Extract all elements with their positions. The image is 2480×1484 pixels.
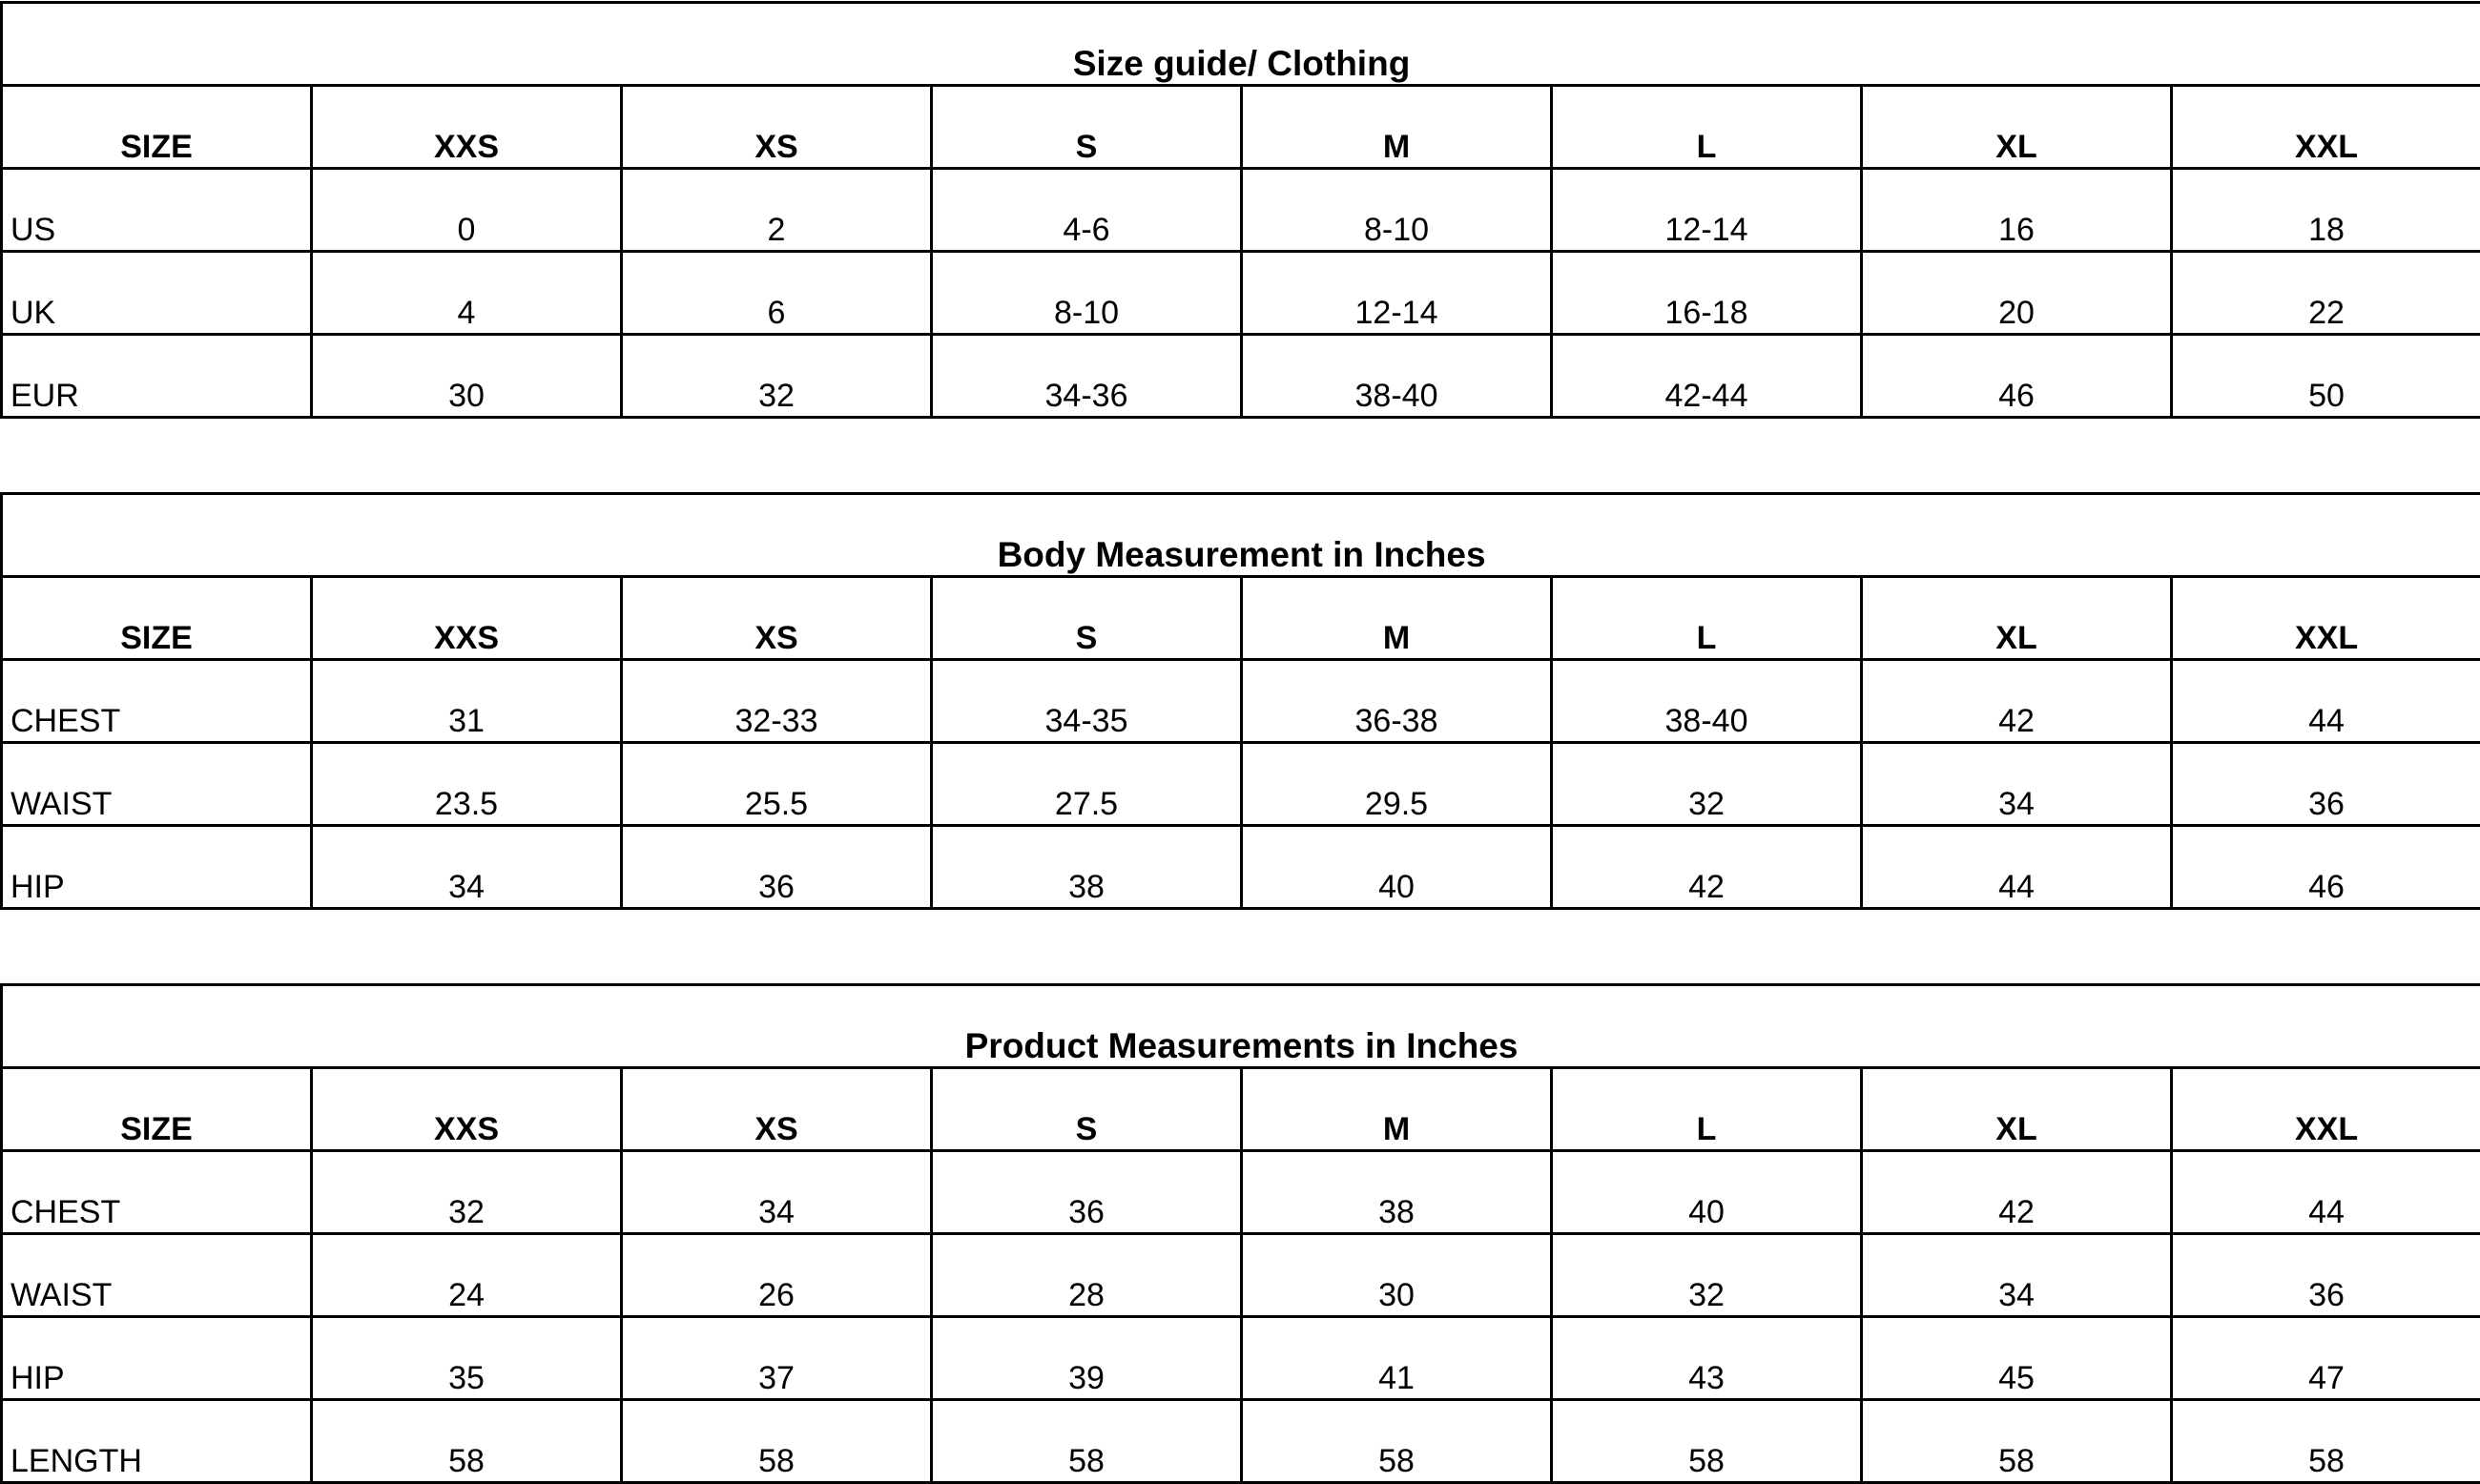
column-header: XL (1862, 86, 2172, 169)
table-cell: 25.5 (622, 743, 932, 826)
table-cell: 44 (2172, 660, 2480, 743)
table-cell: 2 (622, 169, 932, 252)
table-cell: 32 (622, 335, 932, 418)
table-cell: 58 (932, 1400, 1242, 1483)
table-cell: 44 (1862, 826, 2172, 909)
table-cell: 4 (312, 252, 622, 335)
table-cell: 39 (932, 1317, 1242, 1400)
column-header: XL (1862, 1068, 2172, 1151)
size-guide-table (0, 1, 2480, 419)
table-header-row (2, 86, 2480, 169)
table-cell: 36 (2172, 743, 2480, 826)
row-label: CHEST (2, 1151, 312, 1234)
table-cell: 58 (1552, 1400, 1862, 1483)
table-title-row (2, 3, 2480, 86)
table-cell: 36 (622, 826, 932, 909)
table-cell: 42 (1862, 1151, 2172, 1234)
column-header: XS (622, 1068, 932, 1151)
table-cell: 34 (1862, 743, 2172, 826)
table-row (2, 660, 2480, 743)
table-cell: 38 (1242, 1151, 1552, 1234)
table-cell: 12-14 (1242, 252, 1552, 335)
table-cell: 47 (2172, 1317, 2480, 1400)
column-header: XXS (312, 1068, 622, 1151)
row-label: WAIST (2, 743, 312, 826)
row-label: WAIST (2, 1234, 312, 1317)
table-cell: 30 (1242, 1234, 1552, 1317)
table-cell: 43 (1552, 1317, 1862, 1400)
table-row (2, 1151, 2480, 1234)
table-cell: 42-44 (1552, 335, 1862, 418)
table-cell: 27.5 (932, 743, 1242, 826)
row-label: EUR (2, 335, 312, 418)
row-label: HIP (2, 826, 312, 909)
table-cell: 8-10 (1242, 169, 1552, 252)
table-cell: 58 (622, 1400, 932, 1483)
product-measurement-table (0, 983, 2480, 1484)
column-header: XXL (2172, 577, 2480, 660)
column-header: M (1242, 1068, 1552, 1151)
table-cell: 24 (312, 1234, 622, 1317)
column-header: L (1552, 577, 1862, 660)
table-cell: 6 (622, 252, 932, 335)
table-title: Product Measurements in Inches (2, 985, 2480, 1068)
table-cell: 20 (1862, 252, 2172, 335)
table-cell: 16-18 (1552, 252, 1862, 335)
table-row (2, 826, 2480, 909)
table-cell: 34-35 (932, 660, 1242, 743)
table-cell: 58 (1862, 1400, 2172, 1483)
column-header: XS (622, 86, 932, 169)
table-cell: 46 (1862, 335, 2172, 418)
column-header: M (1242, 577, 1552, 660)
table-cell: 30 (312, 335, 622, 418)
table-cell: 29.5 (1242, 743, 1552, 826)
column-header: SIZE (2, 1068, 312, 1151)
column-header: S (932, 1068, 1242, 1151)
column-header: SIZE (2, 86, 312, 169)
table-cell: 58 (2172, 1400, 2480, 1483)
table-cell: 26 (622, 1234, 932, 1317)
body-measurement-table (0, 492, 2480, 910)
column-header: S (932, 577, 1242, 660)
table-header-row (2, 577, 2480, 660)
table-cell: 40 (1242, 826, 1552, 909)
column-header: SIZE (2, 577, 312, 660)
table-cell: 32 (1552, 1234, 1862, 1317)
table-cell: 16 (1862, 169, 2172, 252)
table-cell: 38-40 (1242, 335, 1552, 418)
table-cell: 36 (932, 1151, 1242, 1234)
table-cell: 34 (622, 1151, 932, 1234)
table-row (2, 252, 2480, 335)
table-cell: 36-38 (1242, 660, 1552, 743)
table-cell: 40 (1552, 1151, 1862, 1234)
table-title-row (2, 494, 2480, 577)
table-cell: 58 (312, 1400, 622, 1483)
table-cell: 23.5 (312, 743, 622, 826)
table-cell: 34 (1862, 1234, 2172, 1317)
table-cell: 34-36 (932, 335, 1242, 418)
table-cell: 32-33 (622, 660, 932, 743)
table-cell: 36 (2172, 1234, 2480, 1317)
table-cell: 58 (1242, 1400, 1552, 1483)
column-header: XL (1862, 577, 2172, 660)
table-cell: 50 (2172, 335, 2480, 418)
row-label: LENGTH (2, 1400, 312, 1483)
table-cell: 46 (2172, 826, 2480, 909)
table-cell: 22 (2172, 252, 2480, 335)
table-cell: 42 (1552, 826, 1862, 909)
table-cell: 4-6 (932, 169, 1242, 252)
column-header: XXL (2172, 86, 2480, 169)
table-cell: 28 (932, 1234, 1242, 1317)
table-row (2, 743, 2480, 826)
table-cell: 44 (2172, 1151, 2480, 1234)
column-header: XXS (312, 577, 622, 660)
table-cell: 32 (312, 1151, 622, 1234)
table-cell: 41 (1242, 1317, 1552, 1400)
row-label: US (2, 169, 312, 252)
table-cell: 31 (312, 660, 622, 743)
table-cell: 8-10 (932, 252, 1242, 335)
table-cell: 12-14 (1552, 169, 1862, 252)
column-header: S (932, 86, 1242, 169)
table-cell: 18 (2172, 169, 2480, 252)
row-label: CHEST (2, 660, 312, 743)
column-header: L (1552, 1068, 1862, 1151)
table-header-row (2, 1068, 2480, 1151)
table-cell: 38 (932, 826, 1242, 909)
column-header: XXS (312, 86, 622, 169)
table-cell: 0 (312, 169, 622, 252)
table-cell: 34 (312, 826, 622, 909)
table-cell: 38-40 (1552, 660, 1862, 743)
column-header: XS (622, 577, 932, 660)
table-cell: 42 (1862, 660, 2172, 743)
row-label: UK (2, 252, 312, 335)
column-header: M (1242, 86, 1552, 169)
table-row (2, 335, 2480, 418)
column-header: L (1552, 86, 1862, 169)
table-title-row (2, 985, 2480, 1068)
table-row (2, 1234, 2480, 1317)
table-row (2, 169, 2480, 252)
table-row (2, 1317, 2480, 1400)
column-header: XXL (2172, 1068, 2480, 1151)
table-cell: 35 (312, 1317, 622, 1400)
table-cell: 37 (622, 1317, 932, 1400)
row-label: HIP (2, 1317, 312, 1400)
table-cell: 45 (1862, 1317, 2172, 1400)
table-title: Size guide/ Clothing (2, 3, 2480, 86)
table-title: Body Measurement in Inches (2, 494, 2480, 577)
table-cell: 32 (1552, 743, 1862, 826)
table-row (2, 1400, 2480, 1483)
